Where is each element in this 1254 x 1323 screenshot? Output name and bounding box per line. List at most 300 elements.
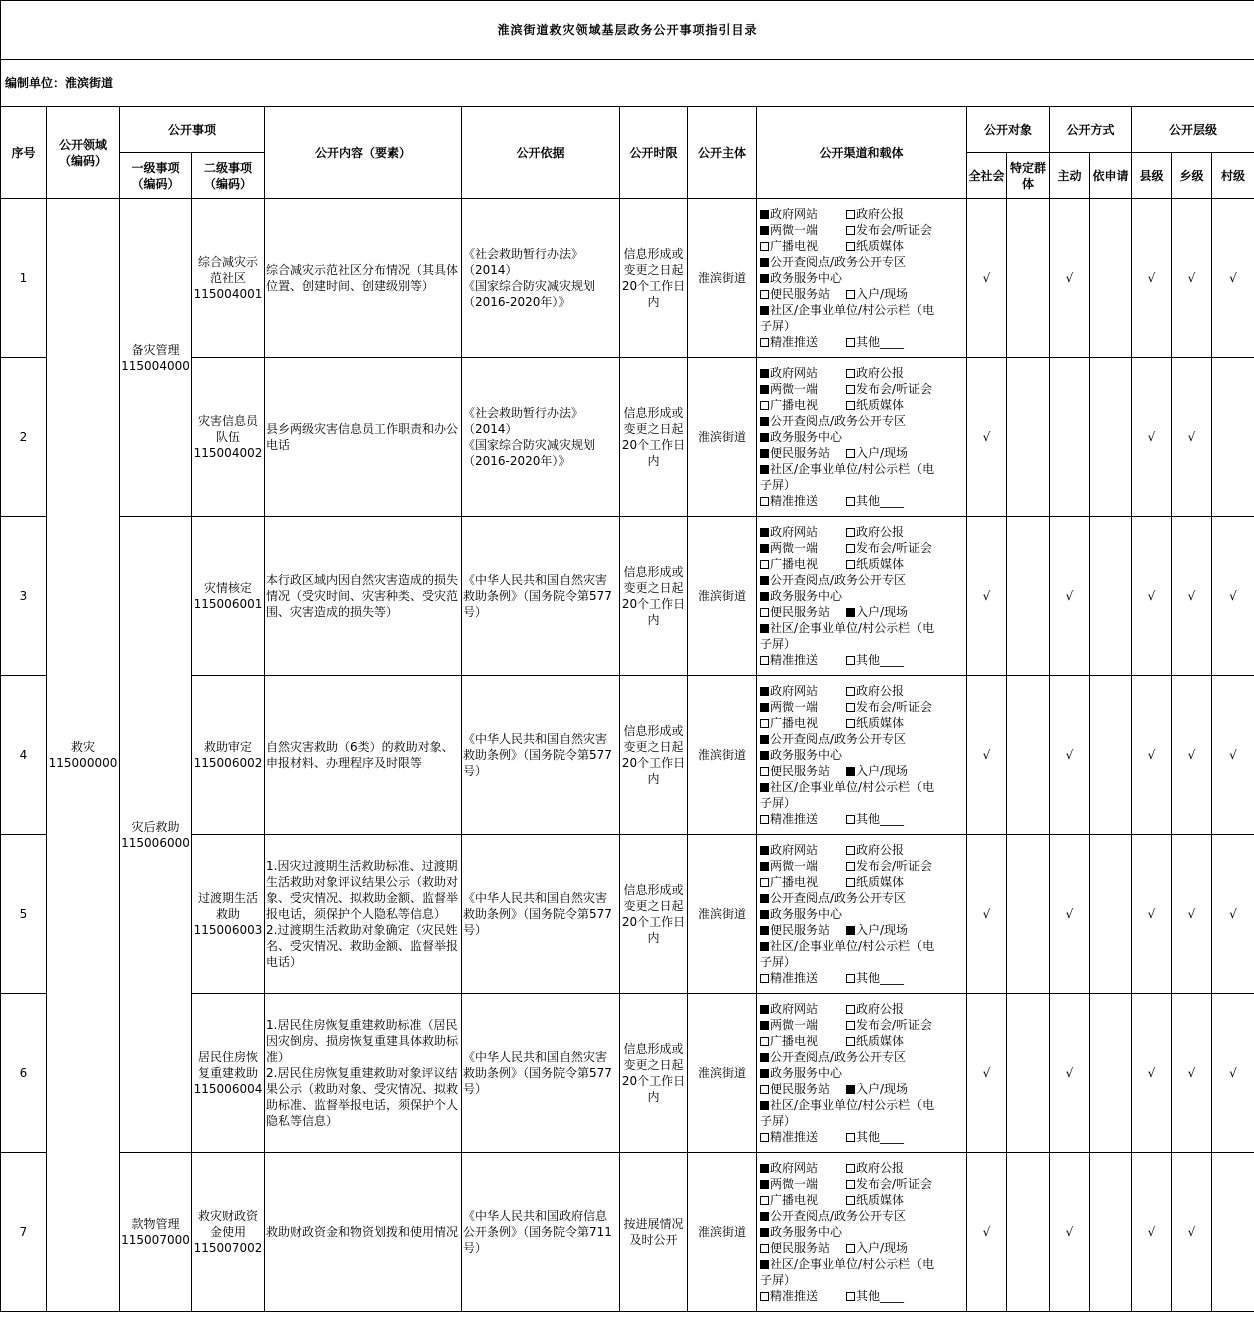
tier-town-mark: √ — [1172, 1153, 1212, 1312]
channel-two-micro: 两微一端 — [760, 1176, 846, 1192]
channel-broadcast: 广播电视 — [760, 238, 846, 254]
unchecked-box-icon — [846, 544, 855, 553]
time-cell: 信息形成或变更之日起20个工作日内 — [620, 199, 688, 358]
mode-active-mark: √ — [1050, 835, 1090, 994]
channel-service-center: 政务服务中心 — [760, 588, 842, 604]
mode-request-mark — [1090, 199, 1132, 358]
channel-other: 其他____ — [846, 652, 904, 668]
checked-box-icon — [760, 576, 769, 585]
checked-box-icon — [760, 210, 769, 219]
channel-gov-site: 政府网站 — [760, 1001, 846, 1017]
unchecked-box-icon — [846, 1164, 855, 1173]
channel-reading-point: 公开查阅点/政务公开专区 — [760, 1049, 906, 1065]
channel-other: 其他____ — [846, 811, 904, 827]
mode-active-mark — [1050, 358, 1090, 517]
unchecked-box-icon — [846, 290, 855, 299]
unchecked-box-icon — [760, 560, 769, 569]
unchecked-box-icon — [760, 1196, 769, 1205]
channel-broadcast: 广播电视 — [760, 556, 846, 572]
checked-box-icon — [760, 1180, 769, 1189]
checked-box-icon — [846, 926, 855, 935]
content-cell: 本行政区域内因自然灾害造成的损失情况（受灾时间、灾害种类、受灾范围、灾害造成的损失等） — [265, 517, 462, 676]
checked-box-icon — [760, 1069, 769, 1078]
checked-box-icon — [760, 544, 769, 553]
header-mode-request: 依申请 — [1090, 153, 1132, 199]
checked-box-icon — [760, 687, 769, 696]
channel-press: 发布会/听证会 — [846, 1017, 932, 1033]
basis-cell: 《中华人民共和国自然灾害救助条例》（国务院令第577号） — [462, 517, 620, 676]
mode-request-mark — [1090, 1153, 1132, 1312]
checked-box-icon — [760, 1021, 769, 1030]
subject-cell: 淮滨街道 — [688, 358, 757, 517]
header-tier-town: 乡级 — [1172, 153, 1212, 199]
content-cell: 县乡两级灾害信息员工作职责和办公电话 — [265, 358, 462, 517]
channel-two-micro: 两微一端 — [760, 540, 846, 556]
channel-door-to-door: 入户/现场 — [846, 286, 908, 302]
unchecked-box-icon — [760, 338, 769, 347]
channel-community-b: 子屏） — [760, 478, 797, 492]
mode-active-mark: √ — [1050, 994, 1090, 1153]
row-seq: 4 — [1, 676, 47, 835]
channel-precise: 精准推送 — [760, 334, 846, 350]
channel-broadcast: 广播电视 — [760, 874, 846, 890]
channel-community-a: 社区/企事业单位/村公示栏（电 — [760, 620, 934, 636]
channel-paper: 纸质媒体 — [846, 397, 904, 413]
unchecked-box-icon — [846, 497, 855, 506]
channel-door-to-door: 入户/现场 — [846, 763, 908, 779]
unchecked-box-icon — [760, 401, 769, 410]
unchecked-box-icon — [846, 687, 855, 696]
unchecked-box-icon — [760, 290, 769, 299]
channel-door-to-door: 入户/现场 — [846, 1240, 908, 1256]
unchecked-box-icon — [846, 878, 855, 887]
basis-cell: 《中华人民共和国政府信息公开条例》（国务院令第711号） — [462, 1153, 620, 1312]
channel-two-micro: 两微一端 — [760, 381, 846, 397]
channel-gov-site: 政府网站 — [760, 524, 846, 540]
unchecked-box-icon — [846, 862, 855, 871]
channel-reading-point: 公开查阅点/政务公开专区 — [760, 413, 906, 429]
basis-cell: 《中华人民共和国自然灾害救助条例》（国务院令第577号） — [462, 994, 620, 1153]
unchecked-box-icon — [846, 1180, 855, 1189]
channel-convenience: 便民服务站 — [760, 922, 846, 938]
channel-gov-site: 政府网站 — [760, 1160, 846, 1176]
tier-village-mark: √ — [1212, 994, 1254, 1153]
unchecked-box-icon — [846, 656, 855, 665]
tier-town-mark: √ — [1172, 199, 1212, 358]
unchecked-box-icon — [846, 369, 855, 378]
table-row — [1, 517, 1254, 676]
unchecked-box-icon — [846, 528, 855, 537]
channel-community-a: 社区/企事业单位/村公示栏（电 — [760, 779, 934, 795]
content-cell: 综合减灾示范社区分布情况（其具体位置、创建时间、创建级别等） — [265, 199, 462, 358]
channel-gov-site: 政府网站 — [760, 206, 846, 222]
level2-cell: 过渡期生活救助 115006003 — [192, 835, 265, 994]
channel-broadcast: 广播电视 — [760, 1033, 846, 1049]
channel-gov-site: 政府网站 — [760, 365, 846, 381]
checked-box-icon — [760, 274, 769, 283]
compiling-unit: 编制单位：淮滨街道 — [1, 60, 1254, 107]
time-cell: 信息形成或变更之日起20个工作日内 — [620, 676, 688, 835]
unchecked-box-icon — [760, 497, 769, 506]
checked-box-icon — [760, 1228, 769, 1237]
channels-cell — [757, 358, 967, 517]
channel-convenience: 便民服务站 — [760, 1240, 846, 1256]
page-title: 淮滨街道救灾领域基层政务公开事项指引目录 — [1, 1, 1254, 60]
basis-cell: 《社会救助暂行办法》（2014） 《国家综合防灾减灾规划（2016-2020年）》 — [462, 199, 620, 358]
subject-cell: 淮滨街道 — [688, 199, 757, 358]
row-seq: 1 — [1, 199, 47, 358]
row-seq: 7 — [1, 1153, 47, 1312]
channel-other: 其他____ — [846, 970, 904, 986]
unchecked-box-icon — [846, 703, 855, 712]
tier-town-mark: √ — [1172, 835, 1212, 994]
basis-cell: 《中华人民共和国自然灾害救助条例》（国务院令第577号） — [462, 835, 620, 994]
content-cell: 1.居民住房恢复重建救助标准（居民因灾倒房、损房恢复重建具体救助标准） 2.居民住房恢复重建救助对象评议结果公示（救助对象、受灾情况、拟救助标准、监督举报电话，须保护个人隐私等信息） — [265, 994, 462, 1153]
unchecked-box-icon — [760, 719, 769, 728]
channel-paper: 纸质媒体 — [846, 874, 904, 890]
channel-other: 其他____ — [846, 493, 904, 509]
channels-cell — [757, 994, 967, 1153]
unchecked-box-icon — [760, 242, 769, 251]
channel-broadcast: 广播电视 — [760, 397, 846, 413]
channel-convenience: 便民服务站 — [760, 1081, 846, 1097]
header-tier-county: 县级 — [1132, 153, 1172, 199]
channel-convenience: 便民服务站 — [760, 445, 846, 461]
table-row — [1, 1153, 1254, 1312]
target-all-mark: √ — [967, 199, 1007, 358]
channel-service-center: 政务服务中心 — [760, 429, 842, 445]
subject-cell: 淮滨街道 — [688, 676, 757, 835]
checked-box-icon — [760, 449, 769, 458]
checked-box-icon — [760, 258, 769, 267]
channel-door-to-door: 入户/现场 — [846, 922, 908, 938]
channel-press: 发布会/听证会 — [846, 699, 932, 715]
channel-broadcast: 广播电视 — [760, 1192, 846, 1208]
target-specific-mark — [1007, 835, 1050, 994]
time-cell: 信息形成或变更之日起20个工作日内 — [620, 358, 688, 517]
channels-cell — [757, 676, 967, 835]
channel-service-center: 政务服务中心 — [760, 906, 842, 922]
unchecked-box-icon — [846, 560, 855, 569]
channel-precise: 精准推送 — [760, 970, 846, 986]
channel-service-center: 政务服务中心 — [760, 1065, 842, 1081]
checked-box-icon — [760, 385, 769, 394]
subject-cell: 淮滨街道 — [688, 517, 757, 676]
unchecked-box-icon — [760, 878, 769, 887]
target-specific-mark — [1007, 1153, 1050, 1312]
channel-paper: 纸质媒体 — [846, 1033, 904, 1049]
channel-convenience: 便民服务站 — [760, 604, 846, 620]
channel-service-center: 政务服务中心 — [760, 270, 842, 286]
basis-cell: 《社会救助暂行办法》（2014） 《国家综合防灾减灾规划（2016-2020年）》 — [462, 358, 620, 517]
mode-active-mark: √ — [1050, 199, 1090, 358]
target-all-mark: √ — [967, 358, 1007, 517]
row-seq: 2 — [1, 358, 47, 517]
header-target: 公开对象 — [967, 107, 1050, 153]
channel-other: 其他____ — [846, 1288, 904, 1304]
checked-box-icon — [760, 1164, 769, 1173]
target-all-mark: √ — [967, 994, 1007, 1153]
header-time: 公开时限 — [620, 107, 688, 199]
channel-community-a: 社区/企事业单位/村公示栏（电 — [760, 302, 934, 318]
tier-county-mark: √ — [1132, 517, 1172, 676]
unchecked-box-icon — [760, 1244, 769, 1253]
checked-box-icon — [760, 306, 769, 315]
unchecked-box-icon — [846, 449, 855, 458]
channels-cell — [757, 1153, 967, 1312]
basis-cell: 《中华人民共和国自然灾害救助条例》（国务院令第577号） — [462, 676, 620, 835]
row-seq: 3 — [1, 517, 47, 676]
mode-active-mark: √ — [1050, 1153, 1090, 1312]
channel-door-to-door: 入户/现场 — [846, 1081, 908, 1097]
header-domain: 公开领域（编码） — [47, 107, 120, 199]
channel-gov-bulletin: 政府公报 — [846, 524, 904, 540]
tier-village-mark — [1212, 1153, 1254, 1312]
channel-convenience: 便民服务站 — [760, 286, 846, 302]
content-cell: 救助财政资金和物资划拨和使用情况 — [265, 1153, 462, 1312]
channel-broadcast: 广播电视 — [760, 715, 846, 731]
channel-reading-point: 公开查阅点/政务公开专区 — [760, 254, 906, 270]
unchecked-box-icon — [846, 1021, 855, 1030]
level2-cell: 居民住房恢复重建救助 115006004 — [192, 994, 265, 1153]
unchecked-box-icon — [846, 815, 855, 824]
channel-community-b: 子屏） — [760, 1114, 797, 1128]
channel-community-b: 子屏） — [760, 1273, 797, 1287]
checked-box-icon — [846, 1085, 855, 1094]
checked-box-icon — [760, 417, 769, 426]
header-level1: 一级事项（编码） — [120, 153, 192, 199]
checked-box-icon — [760, 592, 769, 601]
target-specific-mark — [1007, 199, 1050, 358]
unchecked-box-icon — [846, 226, 855, 235]
unchecked-box-icon — [760, 1037, 769, 1046]
channel-community-b: 子屏） — [760, 955, 797, 969]
channel-precise: 精准推送 — [760, 1129, 846, 1145]
checked-box-icon — [760, 862, 769, 871]
channel-reading-point: 公开查阅点/政务公开专区 — [760, 572, 906, 588]
tier-town-mark: √ — [1172, 994, 1212, 1153]
mode-request-mark — [1090, 676, 1132, 835]
target-all-mark: √ — [967, 1153, 1007, 1312]
tier-county-mark: √ — [1132, 676, 1172, 835]
channel-community-b: 子屏） — [760, 796, 797, 810]
channel-gov-bulletin: 政府公报 — [846, 206, 904, 222]
mode-request-mark — [1090, 994, 1132, 1153]
mode-active-mark: √ — [1050, 517, 1090, 676]
channel-community-a: 社区/企事业单位/村公示栏（电 — [760, 938, 934, 954]
tier-village-mark: √ — [1212, 517, 1254, 676]
channel-convenience: 便民服务站 — [760, 763, 846, 779]
channel-precise: 精准推送 — [760, 493, 846, 509]
unchecked-box-icon — [760, 974, 769, 983]
channel-two-micro: 两微一端 — [760, 858, 846, 874]
time-cell: 信息形成或变更之日起20个工作日内 — [620, 994, 688, 1153]
checked-box-icon — [760, 226, 769, 235]
tier-town-mark: √ — [1172, 358, 1212, 517]
time-cell: 按进展情况及时公开 — [620, 1153, 688, 1312]
unchecked-box-icon — [846, 1292, 855, 1301]
channel-press: 发布会/听证会 — [846, 858, 932, 874]
header-basis: 公开依据 — [462, 107, 620, 199]
channel-gov-bulletin: 政府公报 — [846, 1001, 904, 1017]
channel-press: 发布会/听证会 — [846, 222, 932, 238]
content-cell: 自然灾害救助（6类）的救助对象、申报材料、办理程序及时限等 — [265, 676, 462, 835]
tier-village-mark: √ — [1212, 199, 1254, 358]
channel-precise: 精准推送 — [760, 811, 846, 827]
mode-request-mark — [1090, 358, 1132, 517]
target-specific-mark — [1007, 358, 1050, 517]
subject-cell: 淮滨街道 — [688, 1153, 757, 1312]
checked-box-icon — [760, 846, 769, 855]
checked-box-icon — [760, 894, 769, 903]
unchecked-box-icon — [846, 1244, 855, 1253]
channel-two-micro: 两微一端 — [760, 1017, 846, 1033]
header-target-all: 全社会 — [967, 153, 1007, 199]
channel-gov-bulletin: 政府公报 — [846, 1160, 904, 1176]
channel-reading-point: 公开查阅点/政务公开专区 — [760, 731, 906, 747]
unchecked-box-icon — [846, 974, 855, 983]
subject-cell: 淮滨街道 — [688, 835, 757, 994]
channel-reading-point: 公开查阅点/政务公开专区 — [760, 890, 906, 906]
unchecked-box-icon — [760, 767, 769, 776]
tier-village-mark — [1212, 358, 1254, 517]
channels-cell — [757, 199, 967, 358]
checked-box-icon — [760, 942, 769, 951]
checked-box-icon — [760, 910, 769, 919]
header-channel: 公开渠道和载体 — [757, 107, 967, 199]
level2-cell: 救灾财政资金使用 115007002 — [192, 1153, 265, 1312]
tier-village-mark: √ — [1212, 676, 1254, 835]
tier-town-mark: √ — [1172, 517, 1212, 676]
channel-two-micro: 两微一端 — [760, 699, 846, 715]
unchecked-box-icon — [760, 815, 769, 824]
unchecked-box-icon — [846, 719, 855, 728]
checked-box-icon — [760, 751, 769, 760]
channel-gov-site: 政府网站 — [760, 842, 846, 858]
channel-other: 其他____ — [846, 1129, 904, 1145]
checked-box-icon — [760, 783, 769, 792]
header-tier-village: 村级 — [1212, 153, 1254, 199]
unchecked-box-icon — [846, 242, 855, 251]
row-seq: 5 — [1, 835, 47, 994]
tier-town-mark: √ — [1172, 676, 1212, 835]
unchecked-box-icon — [760, 1085, 769, 1094]
checked-box-icon — [760, 703, 769, 712]
channel-precise: 精准推送 — [760, 652, 846, 668]
checked-box-icon — [760, 1212, 769, 1221]
target-all-mark: √ — [967, 517, 1007, 676]
channel-paper: 纸质媒体 — [846, 238, 904, 254]
target-all-mark: √ — [967, 835, 1007, 994]
channel-reading-point: 公开查阅点/政务公开专区 — [760, 1208, 906, 1224]
unchecked-box-icon — [846, 1005, 855, 1014]
time-cell: 信息形成或变更之日起20个工作日内 — [620, 517, 688, 676]
header-subject: 公开主体 — [688, 107, 757, 199]
tier-village-mark: √ — [1212, 835, 1254, 994]
row-seq: 6 — [1, 994, 47, 1153]
header-mode-active: 主动 — [1050, 153, 1090, 199]
unchecked-box-icon — [846, 210, 855, 219]
checked-box-icon — [760, 1101, 769, 1110]
channel-door-to-door: 入户/现场 — [846, 445, 908, 461]
level1-cell: 灾后救助 115006000 — [120, 517, 192, 1153]
checked-box-icon — [846, 767, 855, 776]
checked-box-icon — [760, 465, 769, 474]
channel-door-to-door: 入户/现场 — [846, 604, 908, 620]
channel-gov-bulletin: 政府公报 — [846, 842, 904, 858]
level2-cell: 灾害信息员队伍 115004002 — [192, 358, 265, 517]
unchecked-box-icon — [846, 385, 855, 394]
channel-precise: 精准推送 — [760, 1288, 846, 1304]
checked-box-icon — [760, 528, 769, 537]
header-tier: 公开层级 — [1132, 107, 1254, 153]
level2-cell: 综合减灾示范社区 115004001 — [192, 199, 265, 358]
channel-gov-site: 政府网站 — [760, 683, 846, 699]
unchecked-box-icon — [760, 656, 769, 665]
checked-box-icon — [760, 1053, 769, 1062]
channel-other: 其他____ — [846, 334, 904, 350]
channel-paper: 纸质媒体 — [846, 1192, 904, 1208]
mode-request-mark — [1090, 517, 1132, 676]
channel-gov-bulletin: 政府公报 — [846, 365, 904, 381]
channel-paper: 纸质媒体 — [846, 715, 904, 731]
mode-active-mark: √ — [1050, 676, 1090, 835]
target-specific-mark — [1007, 517, 1050, 676]
domain-cell: 救灾 115000000 — [47, 199, 120, 1312]
content-cell: 1.因灾过渡期生活救助标准、过渡期生活救助对象评议结果公示（救助对象、受灾情况、拟救助金额、监督举报电话，须保护个人隐私等信息） 2.过渡期生活救助对象确定（灾民姓名、受灾情况、救助金额、监督举报电话） — [265, 835, 462, 994]
channel-service-center: 政务服务中心 — [760, 1224, 842, 1240]
level1-cell: 款物管理 115007000 — [120, 1153, 192, 1312]
unchecked-box-icon — [846, 401, 855, 410]
header-content: 公开内容（要素） — [265, 107, 462, 199]
channels-cell — [757, 835, 967, 994]
checked-box-icon — [760, 369, 769, 378]
target-specific-mark — [1007, 994, 1050, 1153]
header-target-specific: 特定群体 — [1007, 153, 1050, 199]
channel-two-micro: 两微一端 — [760, 222, 846, 238]
unchecked-box-icon — [846, 338, 855, 347]
channels-cell — [757, 517, 967, 676]
tier-county-mark: √ — [1132, 1153, 1172, 1312]
tier-county-mark: √ — [1132, 835, 1172, 994]
channel-community-b: 子屏） — [760, 637, 797, 651]
target-specific-mark — [1007, 676, 1050, 835]
unchecked-box-icon — [760, 1292, 769, 1301]
channel-service-center: 政务服务中心 — [760, 747, 842, 763]
level2-cell: 救助审定 115006002 — [192, 676, 265, 835]
channel-community-b: 子屏） — [760, 319, 797, 333]
target-all-mark: √ — [967, 676, 1007, 835]
unchecked-box-icon — [846, 846, 855, 855]
tier-county-mark: √ — [1132, 994, 1172, 1153]
mode-request-mark — [1090, 835, 1132, 994]
channel-community-a: 社区/企事业单位/村公示栏（电 — [760, 461, 934, 477]
checked-box-icon — [846, 608, 855, 617]
channel-gov-bulletin: 政府公报 — [846, 683, 904, 699]
channel-press: 发布会/听证会 — [846, 540, 932, 556]
level1-cell: 备灾管理 115004000 — [120, 199, 192, 517]
checked-box-icon — [760, 735, 769, 744]
checked-box-icon — [760, 624, 769, 633]
tier-county-mark: √ — [1132, 358, 1172, 517]
channel-paper: 纸质媒体 — [846, 556, 904, 572]
channel-community-a: 社区/企事业单位/村公示栏（电 — [760, 1256, 934, 1272]
header-mode: 公开方式 — [1050, 107, 1132, 153]
unchecked-box-icon — [846, 1196, 855, 1205]
unchecked-box-icon — [760, 608, 769, 617]
checked-box-icon — [760, 1005, 769, 1014]
header-seq: 序号 — [1, 107, 47, 199]
